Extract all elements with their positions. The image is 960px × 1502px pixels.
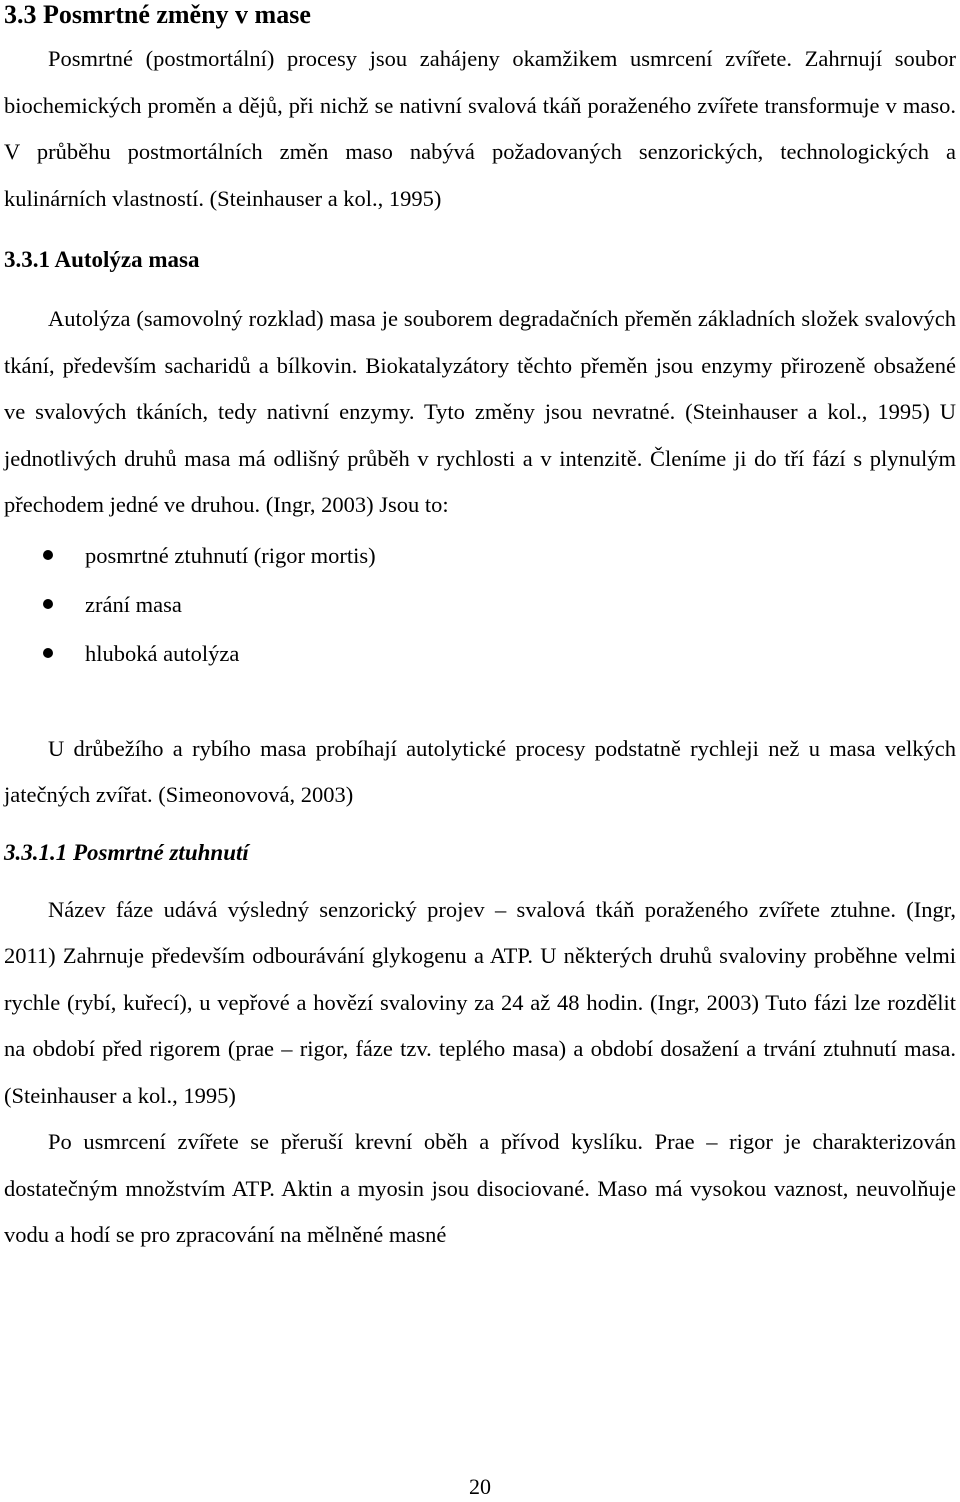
list-item-text: posmrtné ztuhnutí (rigor mortis) — [85, 542, 376, 568]
list-item — [4, 531, 956, 580]
subsection-paragraph-1: Autolýza (samovolný rozklad) masa je souborem degradačních přeměn základních složek svalových tkání, především sacharidů a bílkovin. Biokatalyzátory těchto přeměn jsou enzymy přirozeně obsažené ve svalových tkáních, tedy nativní enzymy. Tyto změny jsou nevratné. (Steinhauser a kol., 1995) U jednotlivých druhů masa má odlišný průběh v rychlosti a v intenzitě. Členíme ji do tří fází s plynulým přechodem jedné ve druhou. (Ingr, 2003) Jsou to: — [4, 306, 956, 517]
subsubsection-heading: 3.3.1.1 Posmrtné ztuhnutí — [4, 839, 249, 865]
page-number: 20 — [469, 1474, 491, 1499]
subsection-heading: 3.3.1 Autolýza masa — [4, 247, 200, 272]
subsection-paragraph-2: U drůbežího a rybího masa probíhají autolytické procesy podstatně rychleji než u masa velkých jatečných zvířat. (Simeonovová, 2003) — [4, 735, 956, 807]
list-item-text: hluboká autolýza — [85, 640, 240, 666]
section-paragraph-1: Posmrtné (postmortální) procesy jsou zahájeny okamžikem usmrcení zvířete. Zahrnují soubor biochemických proměn a dějů, při nichž se nativní svalová tkáň poraženého zvířete transformuje v maso. V průběhu postmortálních změn maso nabývá požadovaných senzorických, technologických a kulinárních vlastností. (Steinhauser a kol., 1995) — [4, 46, 956, 211]
bullet-icon — [43, 648, 53, 658]
subsubsection-paragraph-1: Název fáze udává výsledný senzorický projev – svalová tkáň poraženého zvířete ztuhne. (Ingr, 2011) Zahrnuje především odbourávání glykogenu a ATP. U některých druhů svaloviny proběhne velmi rychle (rybí, kuřecí), u vepřové a hovězí svaloviny za 24 až 48 hodin. (Ingr, 2003) Tuto fázi lze rozdělit na období před rigorem (prae – rigor, fáze tzv. teplého masa) a období dosažení a trvání ztuhnutí masa. (Steinhauser a kol., 1995) — [4, 896, 956, 1108]
list-item-text: zrání masa — [85, 591, 182, 617]
bullet-icon — [43, 599, 53, 609]
bullet-icon — [43, 550, 53, 560]
document-page — [4, 0, 956, 1259]
list-item — [4, 629, 956, 678]
phase-list — [4, 531, 956, 678]
subsubsection-paragraph-2: Po usmrcení zvířete se přeruší krevní oběh a přívod kyslíku. Prae – rigor je charakterizován dostatečným množstvím ATP. Aktin a myosin jsou disociované. Maso má vysokou vaznost, neuvolňuje vodu a hodí se pro zpracování na mělněné masné — [4, 1129, 956, 1247]
section-heading: 3.3 Posmrtné změny v mase — [4, 0, 311, 29]
list-item — [4, 580, 956, 629]
